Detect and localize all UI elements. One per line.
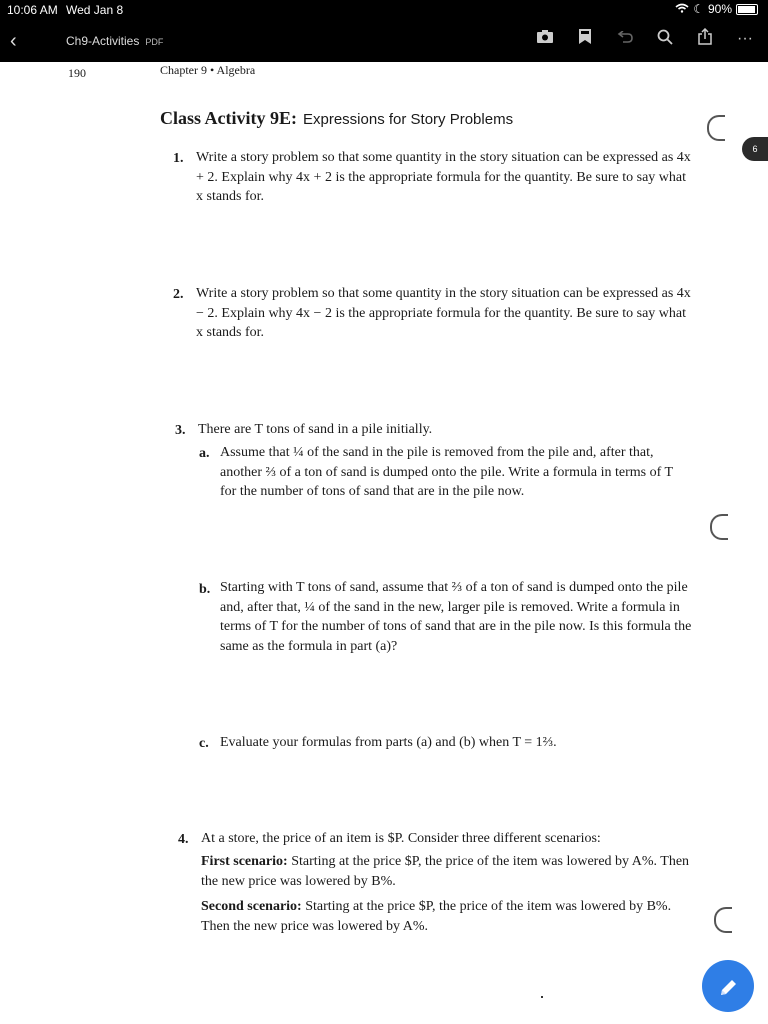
top-bar xyxy=(0,0,768,62)
document-type: PDF xyxy=(145,37,164,47)
q2-text: Write a story problem so that some quantity in the story situation can be expressed as 4x − 2. Explain why 4x − 2 is the appropriate formula for the quantity. Be sure to say what x stands for. xyxy=(196,286,691,340)
wifi-icon xyxy=(675,2,689,16)
q3c-label: c. xyxy=(199,736,209,751)
camera-icon[interactable] xyxy=(536,30,554,48)
activity-title xyxy=(160,108,513,129)
q4-first-label: First scenario: xyxy=(201,854,288,869)
q4-second-scenario xyxy=(201,897,701,936)
activity-subtitle: Expressions for Story Problems xyxy=(303,111,514,128)
moon-icon: ☾ xyxy=(693,2,704,16)
q3a-label: a. xyxy=(199,446,210,461)
margin-mark xyxy=(707,115,725,141)
activity-title-bold: Class Activity 9E: xyxy=(160,108,297,128)
back-icon[interactable]: ‹ xyxy=(10,30,17,52)
margin-mark xyxy=(710,514,728,540)
chapter-header: Chapter 9 • Algebra xyxy=(160,63,256,77)
status-date: Wed Jan 8 xyxy=(66,3,124,17)
pencil-icon xyxy=(717,973,739,998)
q4-first-text: Starting at the price $P, the price of the item was lowered by A%. Then the new price was lowered by B%. xyxy=(201,854,690,889)
side-page-tab[interactable]: 6 xyxy=(742,137,768,161)
battery-percent: 90% xyxy=(707,2,732,16)
q1-text: Write a story problem so that some quantity in the story situation can be expressed as 4x + 2. Explain why 4x + 2 is the appropriate formula for the quantity. Be sure to say what x stands for. xyxy=(196,150,691,204)
q2-number: 2. xyxy=(173,287,184,302)
q3-number: 3. xyxy=(175,423,186,438)
q4-text: At a store, the price of an item is $P. Consider three different scenarios: xyxy=(201,831,601,846)
edit-pencil-button[interactable] xyxy=(702,960,754,1012)
q4-number: 4. xyxy=(178,832,189,847)
battery-icon xyxy=(736,4,758,15)
margin-mark xyxy=(714,907,732,933)
q4-second-text: Starting at the price $P, the price of the item was lowered by B%. Then the new price was lowered by A%. xyxy=(201,899,672,934)
more-icon[interactable]: ··· xyxy=(737,30,753,47)
q3a-text: Assume that ¼ of the sand in the pile is removed from the pile and, after that, another ⅔ of a ton of sand is dumped onto the pile. Write a formula in terms of T for the number of tons of sand that are in the pile now. xyxy=(220,445,673,499)
q4-second-label: Second scenario: xyxy=(201,899,302,914)
document-name: Ch9-Activities xyxy=(66,34,140,48)
undo-icon[interactable] xyxy=(616,30,634,48)
q4-first-scenario xyxy=(201,852,701,891)
q1-number: 1. xyxy=(173,151,184,166)
bookmark-icon[interactable] xyxy=(576,29,594,49)
status-time: 10:06 AM xyxy=(7,3,58,17)
q3b-label: b. xyxy=(199,582,211,597)
q3-text: There are T tons of sand in a pile initially. xyxy=(198,422,433,437)
toolbar xyxy=(536,28,754,50)
share-icon[interactable] xyxy=(696,28,714,50)
page-number: 190 xyxy=(68,66,86,80)
q3b-text: Starting with T tons of sand, assume that ⅔ of a ton of sand is dumped onto the pile and, after that, ¼ of the sand in the new, larger pile is removed. Write a formula in terms of T for the number of tons of sand that are in the pile now. Is this formula the same as the formula in part (a)? xyxy=(220,580,692,654)
pdf-page xyxy=(0,62,768,1024)
status-right xyxy=(675,2,758,16)
page-speck xyxy=(541,996,543,998)
document-title xyxy=(66,34,163,48)
q3c-text: Evaluate your formulas from parts (a) and (b) when T = 1⅔. xyxy=(220,735,557,750)
search-icon[interactable] xyxy=(656,29,674,50)
